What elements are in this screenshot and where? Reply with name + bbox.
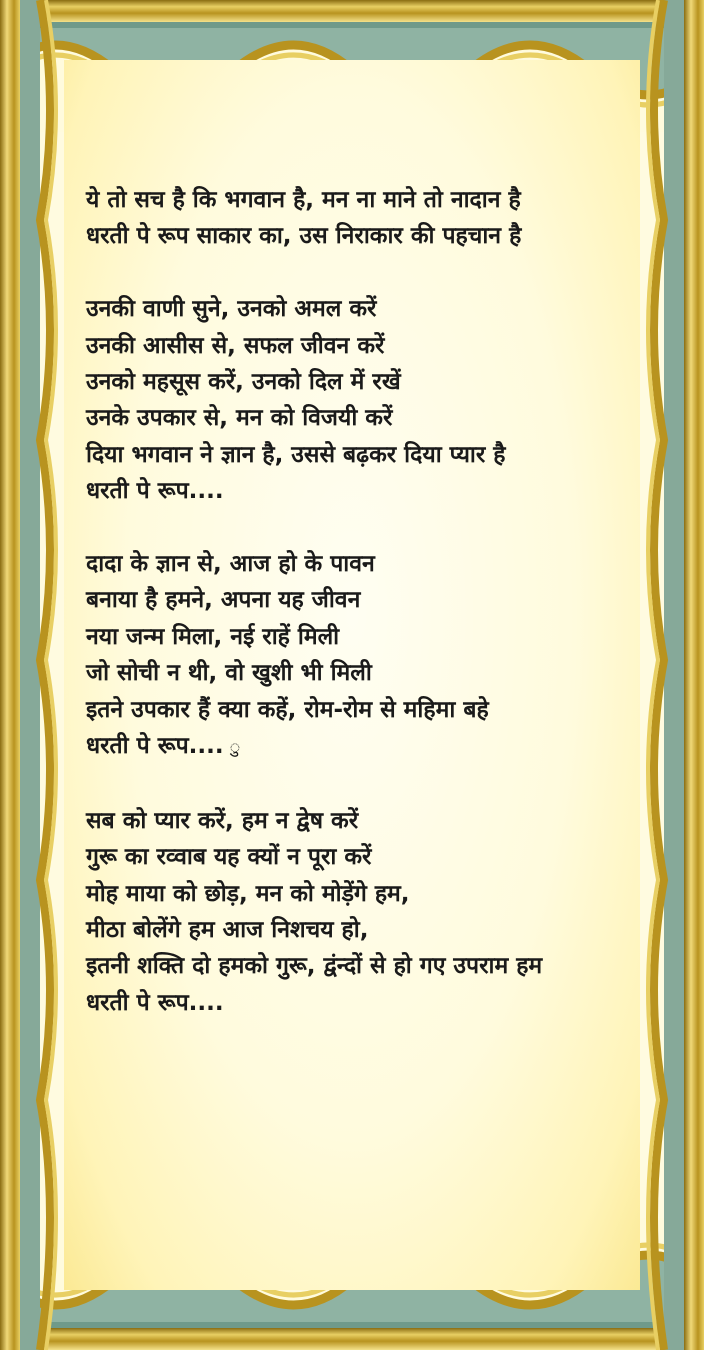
refrain-text: धरती पे रूप.... xyxy=(86,733,224,760)
poem-line: उनको महसूस करें, उनको दिल में रखें xyxy=(86,369,401,396)
stanza-2 xyxy=(86,291,646,509)
poem-line: ये तो सच है कि भगवान है, मन ना माने तो नादान है xyxy=(86,187,521,213)
poem-line: बनाया है हमने, अपना यह जीवन xyxy=(86,587,361,614)
refrain-line xyxy=(86,728,646,766)
refrain-line: धरती पे रूप.... xyxy=(86,989,224,1016)
poem-line: नया जन्म मिला, नई राहें मिली xyxy=(86,623,340,650)
poem-line: उनकी वाणी सुने, उनको अमल करें xyxy=(86,296,377,323)
refrain-line: धरती पे रूप.... xyxy=(86,478,224,505)
poem-line: मोह माया को छोड़, मन को मोड़ेंगे हम, xyxy=(86,880,410,907)
stanza-gap xyxy=(86,766,646,802)
stanza-1 xyxy=(86,182,646,255)
poem-line: उनकी आसीस से, सफल जीवन करें xyxy=(86,332,385,359)
stray-glyph: ु xyxy=(229,737,241,759)
poem-line: धरती पे रूप साकार का, उस निराकार की पहचान है xyxy=(86,223,522,250)
stanza-3 xyxy=(86,546,646,766)
left-ornate-border xyxy=(0,0,64,1350)
poem-line: इतने उपकार हैं क्या कहें, रोम-रोम से महिमा बहे xyxy=(86,696,489,723)
poem-line: जो सोची न थी, वो खुशी भी मिली xyxy=(86,660,372,687)
poem-line: दिया भगवान ने ज्ञान है, उससे बढ़कर दिया प्यार है xyxy=(86,441,506,468)
poem-line: सब को प्यार करें, हम न द्वेष करें xyxy=(86,807,359,834)
stanza-gap xyxy=(86,510,646,546)
stanza-gap xyxy=(86,255,646,291)
poem-line: इतनी शक्ति दो हमको गुरू, द्वंन्दों से हो गए उपराम हम xyxy=(86,953,543,980)
poem-line: उनके उपकार से, मन को विजयी करें xyxy=(86,405,393,432)
poem-line: मीठा बोलेंगे हम आज निशचय हो, xyxy=(86,917,369,944)
right-ornate-border xyxy=(640,0,704,1350)
poem-text xyxy=(86,182,646,1021)
poem-line: गुरू का रव्वाब यह क्यों न पूरा करें xyxy=(86,844,372,871)
poem-line: दादा के ज्ञान से, आज हो के पावन xyxy=(86,551,375,578)
stanza-4 xyxy=(86,803,646,1021)
